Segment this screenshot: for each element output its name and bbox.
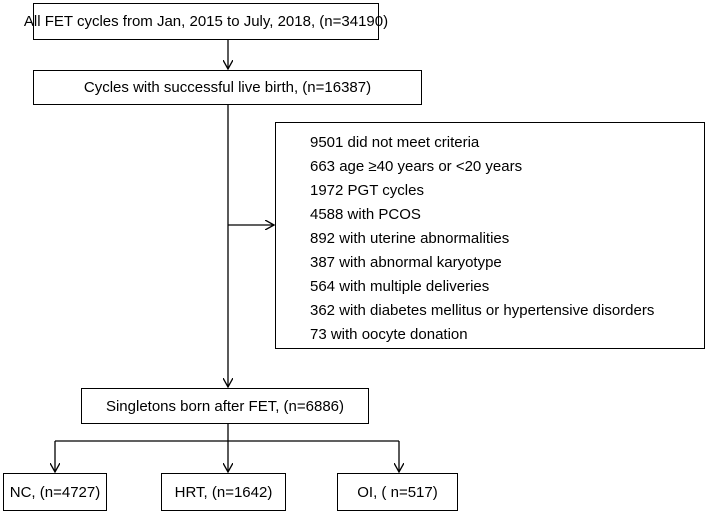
exclusion-item: 4588 with PCOS [310, 206, 421, 223]
exclusion-item: 9501 did not meet criteria [310, 134, 480, 151]
exclusion-item: 73 with oocyte donation [310, 326, 468, 343]
all-fet-cycles-box [23, 3, 389, 40]
exclusion-item: 564 with multiple deliveries [310, 278, 490, 295]
exclusion-item: 663 age ≥40 years or <20 years [310, 158, 523, 175]
all-fet-cycles-label: All FET cycles from Jan, 2015 to July, 2018, (n=34190) [23, 13, 389, 30]
oi-group-box [337, 473, 458, 511]
singletons-label: Singletons born after FET, (n=6886) [105, 397, 345, 415]
exclusion-item: 362 with diabetes mellitus or hypertensive disorders [310, 302, 655, 319]
oi-group-label: OI, ( n=517) [357, 483, 438, 501]
exclusion-item: 892 with uterine abnormalities [310, 230, 510, 247]
exclusion-item: 387 with abnormal karyotype [310, 254, 502, 271]
hrt-group-box [161, 473, 286, 511]
live-birth-cycles-box [33, 70, 422, 105]
nc-group-label: NC, (n=4727) [9, 483, 101, 501]
exclusion-criteria-box [275, 122, 705, 349]
nc-group-box [3, 473, 107, 511]
exclusion-item: 1972 PGT cycles [310, 182, 424, 199]
hrt-group-label: HRT, (n=1642) [174, 483, 273, 501]
singletons-box [81, 388, 369, 424]
live-birth-cycles-label: Cycles with successful live birth, (n=16387) [83, 79, 372, 96]
